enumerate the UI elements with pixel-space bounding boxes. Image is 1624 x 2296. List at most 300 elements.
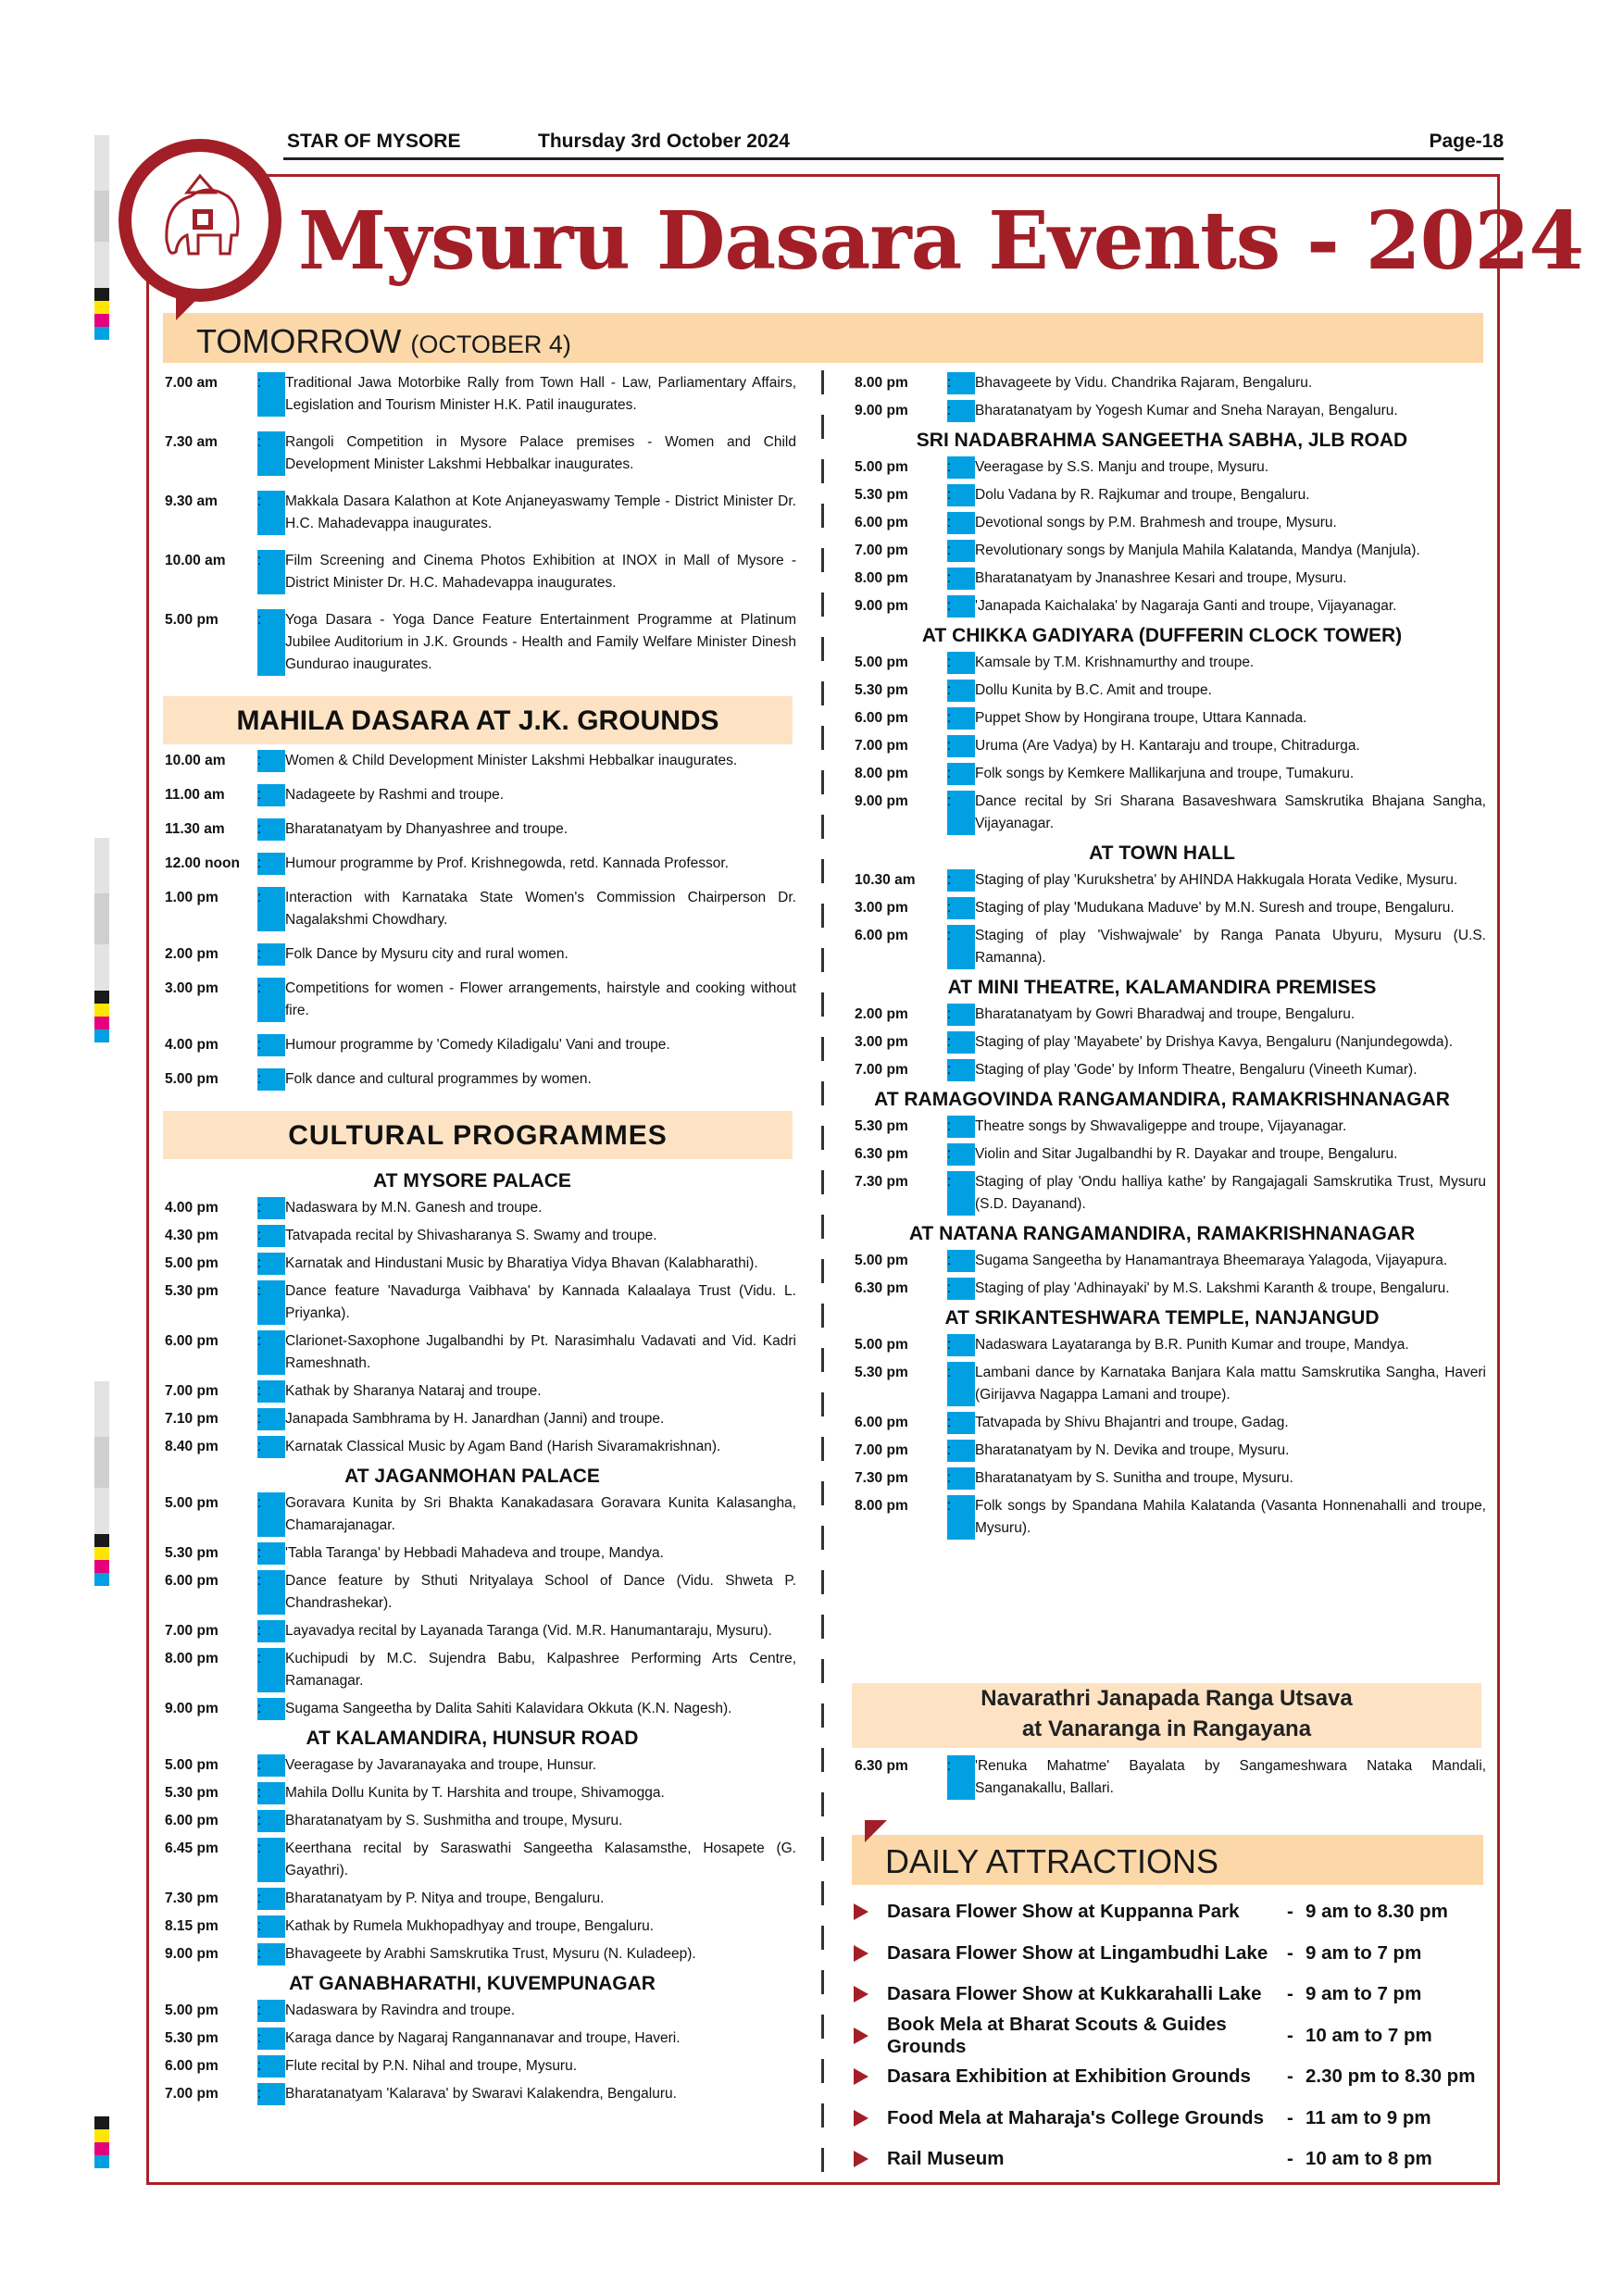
event-time: 9.30 am [165,493,218,509]
event-time: 11.30 am [165,821,225,837]
page-title: Mysuru Dasara Events - 2024 [298,194,1584,288]
colon-separator: : [257,1915,285,1938]
attraction-row [852,2015,1491,2057]
venue-heading: AT KALAMANDIRA, HUNSUR ROAD [306,1728,639,1749]
colon-separator: : [257,550,285,594]
event-time: 5.30 pm [165,1283,219,1299]
dash-separator: - [1287,1941,1293,1964]
tomorrow-date: (OCTOBER 4) [410,331,571,358]
event-row [148,1408,796,1430]
event-row [838,1278,1486,1300]
corner-flag-icon [865,1820,887,1842]
colon-separator: : [947,512,975,534]
venue-heading: AT NATANA RANGAMANDIRA, RAMAKRISHNANAGAR [908,1223,1416,1244]
colon-separator: : [257,1838,285,1882]
attraction-name: Book Mela at Bharat Scouts & Guides Grounds [887,2013,1227,2057]
event-description: Traditional Jawa Motorbike Rally from Town Hall - Law, Parliamentary Affairs, Legislation and Tourism Minister H.K. Patil inaugurates. [285,375,796,413]
attraction-time: 9 am to 7 pm [1305,1983,1422,2005]
colon-separator: : [947,791,975,835]
event-description: Nadaswara by M.N. Ganesh and troupe. [285,1200,543,1216]
colon-separator: : [947,1031,975,1054]
event-time: 4.00 pm [165,1200,219,1216]
event-description: Humour programme by 'Comedy Kiladigalu' Vani and troupe. [285,1037,670,1053]
color-strip [94,135,109,340]
paper-name: STAR OF MYSORE [287,131,461,152]
event-time: 4.00 pm [165,1037,219,1053]
colon-separator: : [947,1495,975,1540]
event-row [838,1171,1486,1216]
colon-separator: : [257,1648,285,1692]
colon-separator: : [257,853,285,875]
event-description: Janapada Sambhrama by H. Janardhan (Janni) and troupe. [285,1411,665,1427]
event-time: 7.00 pm [855,1442,908,1458]
colon-separator: : [257,750,285,772]
event-row [148,372,796,417]
venue-heading: AT SRIKANTESHWARA TEMPLE, NANJANGUD [944,1307,1380,1329]
event-time: 7.00 pm [165,2086,219,2102]
venue-heading: AT CHIKKA GADIYARA (DUFFERIN CLOCK TOWER) [921,625,1403,646]
colon-separator: : [257,491,285,535]
event-description: Dollu Kunita by B.C. Amit and troupe. [975,682,1212,698]
arrow-bullet-icon [854,1945,868,1962]
event-description: Dance feature 'Navadurga Vaibhava' by Kannada Kalaalaya Trust (Vidu. L. Priyanka). [285,1283,796,1321]
corner-flag-icon [176,298,198,320]
event-time: 5.00 pm [855,1337,908,1353]
arrow-bullet-icon [854,2110,868,2127]
navarathri-header [852,1683,1481,1748]
event-description: Dance recital by Sri Sharana Basaveshwara Samskrutika Bhajana Sangha, Vijayanagar. [975,793,1486,831]
event-description: Staging of play 'Adhinayaki' by M.S. Lakshmi Karanth & troupe, Bengaluru. [975,1280,1450,1296]
event-time: 8.00 pm [165,1651,219,1666]
event-row [148,1782,796,1804]
masthead [283,130,1504,160]
event-description: Bharatanatyam by Jnanashree Kesari and troupe, Mysuru. [975,570,1347,586]
event-time: 6.00 pm [855,515,908,530]
event-time: 5.00 pm [165,1495,219,1511]
event-row [838,925,1486,969]
attraction-name: Dasara Flower Show at Lingambudhi Lake [887,1941,1268,1964]
attraction-time: 9 am to 8.30 pm [1305,1901,1448,1923]
event-description: Karaga dance by Nagaraj Rangannanavar and troupe, Haveri. [285,2030,681,2046]
event-time: 7.30 pm [855,1174,908,1190]
colon-separator: : [257,2083,285,2105]
event-description: Bharatanatyam by P. Nitya and troupe, Bengaluru. [285,1890,605,1906]
event-description: Veeragase by S.S. Manju and troupe, Mysuru. [975,459,1269,475]
colon-separator: : [257,1492,285,1537]
venue-heading: AT GANABHARATHI, KUVEMPUNAGAR [289,1973,656,1994]
event-description: Violin and Sitar Jugalbandhi by R. Dayakar and troupe, Bengaluru. [975,1146,1398,1162]
event-row [148,818,796,841]
dasara-elephant-logo-icon [119,139,281,302]
colon-separator: : [257,1782,285,1804]
colon-separator: : [947,595,975,618]
event-time: 7.30 am [165,434,218,450]
mahila-list [148,750,796,1103]
event-row [838,595,1486,618]
event-row [838,456,1486,479]
cultural-right-list [838,372,1486,1545]
event-description: Lambani dance by Karnataka Banjara Kala mattu Samskrutika Sangha, Haveri (Girijavva Nagappa Lamani and troupe). [975,1365,1486,1403]
event-time: 5.30 pm [855,1118,908,1134]
colon-separator: : [947,1171,975,1216]
event-row [148,550,796,594]
event-time: 11.00 am [165,787,225,803]
color-strip [94,2116,109,2168]
event-row [838,680,1486,702]
attraction-time: 10 am to 8 pm [1305,2148,1432,2170]
event-description: Revolutionary songs by Manjula Mahila Kalatanda, Mandya (Manjula). [975,543,1420,558]
event-time: 10.00 am [165,753,226,768]
colon-separator: : [257,1068,285,1091]
colon-separator: : [947,456,975,479]
colon-separator: : [947,1116,975,1138]
colon-separator: : [947,763,975,785]
event-row [148,1754,796,1777]
colon-separator: : [947,925,975,969]
venue-heading: AT RAMAGOVINDA RANGAMANDIRA, RAMAKRISHNANAGAR [874,1089,1450,1110]
event-row [838,791,1486,835]
navarathri-title: Navarathri Janapada Ranga Utsava [981,1686,1353,1711]
attraction-time: 11 am to 9 pm [1305,2106,1431,2128]
event-description: Yoga Dasara - Yoga Dance Feature Entertainment Programme at Platinum Jubilee Auditorium in J.K. Grounds - Health and Family Welfare Minister Dinesh Gundurao inaugurates. [285,612,796,672]
event-row [838,1143,1486,1166]
event-description: Dance feature by Sthuti Nrityalaya School of Dance (Vidu. Shweta P. Chandrashekar). [285,1573,796,1611]
event-row [838,1440,1486,1462]
event-description: Karnatak Classical Music by Agam Band (Harish Sivaramakrishnan). [285,1439,721,1454]
colon-separator: : [947,400,975,422]
event-description: Nadaswara Layataranga by B.R. Punith Kumar and troupe, Mandya. [975,1337,1409,1353]
event-time: 5.30 pm [855,682,908,698]
mahila-title: MAHILA DASARA AT J.K. GROUNDS [236,705,719,736]
event-time: 4.30 pm [165,1228,219,1243]
event-time: 6.00 pm [165,2058,219,2074]
event-time: 3.00 pm [855,1034,908,1050]
event-description: Interaction with Karnataka State Women's Commission Chairperson Dr. Nagalakshmi Chowdhary. [285,890,796,928]
colon-separator: : [947,1059,975,1081]
event-time: 7.00 pm [165,1623,219,1639]
attraction-time: 2.30 pm to 8.30 pm [1305,2065,1476,2088]
event-description: Veeragase by Javaranayaka and troupe, Hunsur. [285,1757,597,1773]
colon-separator: : [947,1467,975,1490]
event-time: 3.00 pm [855,900,908,916]
event-time: 5.00 pm [855,459,908,475]
mahila-header [163,696,793,744]
event-description: Bharatanatyam 'Kalarava' by Swaravi Kalakendra, Bengaluru. [285,2086,677,2102]
colon-separator: : [257,784,285,806]
color-strip [94,838,109,1042]
event-time: 6.30 pm [855,1146,908,1162]
event-description: Bhavageete by Arabhi Samskrutika Trust, Mysuru (N. Kuladeep). [285,1946,696,1962]
event-time: 6.00 pm [855,928,908,943]
event-row [838,1250,1486,1272]
event-time: 6.45 pm [165,1841,219,1856]
navarathri-subtitle: at Vanaranga in Rangayana [1021,1716,1312,1741]
event-row [148,1570,796,1615]
event-time: 7.00 pm [855,543,908,558]
colon-separator: : [257,1570,285,1615]
event-description: Nadaswara by Ravindra and troupe. [285,2003,516,2018]
event-time: 7.30 pm [855,1470,908,1486]
event-time: 6.00 pm [855,1415,908,1430]
attraction-name: Dasara Exhibition at Exhibition Grounds [887,2065,1251,2088]
event-row [148,1915,796,1938]
colon-separator: : [947,1143,975,1166]
issue-date: Thursday 3rd October 2024 [538,131,790,152]
daily-header [852,1835,1483,1885]
event-time: 5.30 pm [165,2030,219,2046]
event-description: Devotional songs by P.M. Brahmesh and troupe, Mysuru. [975,515,1337,530]
event-row [838,1059,1486,1081]
colon-separator: : [947,680,975,702]
dash-separator: - [1287,1901,1293,1923]
event-time: 7.00 pm [855,738,908,754]
event-time: 12.00 noon [165,855,240,871]
colon-separator: : [257,978,285,1022]
event-description: Bharatanatyam by S. Sunitha and troupe, Mysuru. [975,1470,1293,1486]
colon-separator: : [947,1440,975,1462]
attraction-name: Food Mela at Maharaja's College Grounds [887,2106,1264,2128]
colon-separator: : [947,735,975,757]
event-description: Flute recital by P.N. Nihal and troupe, Mysuru. [285,2058,578,2074]
event-row [148,491,796,535]
event-description: Sugama Sangeetha by Hanamantraya Bheemaraya Yalagoda, Vijayapura. [975,1253,1448,1268]
event-time: 7.00 am [165,375,218,391]
dash-separator: - [1287,2106,1293,2128]
attraction-row [852,1933,1491,1975]
event-description: Staging of play 'Mayabete' by Drishya Kavya, Bengaluru (Nanjundegowda). [975,1034,1453,1050]
event-description: Staging of play 'Gode' by Inform Theatre, Bengaluru (Vineeth Kumar). [975,1062,1418,1078]
colon-separator: : [947,1004,975,1026]
event-description: Staging of play 'Mudukana Maduve' by M.N. Suresh and troupe, Bengaluru. [975,900,1455,916]
colon-separator: : [947,1250,975,1272]
event-row [148,609,796,676]
event-time: 5.00 pm [165,1757,219,1773]
event-row [148,2000,796,2022]
event-description: Kathak by Sharanya Nataraj and troupe. [285,1383,542,1399]
cultural-left-list [148,1163,796,2111]
event-description: Goravara Kunita by Sri Bhakta Kanakadasara Goravara Kunita Kalasangha, Chamarajanagar. [285,1495,796,1533]
tomorrow-list [148,372,796,691]
event-description: Karnatak and Hindustani Music by Bharatiya Vidya Bhavan (Kalabharathi). [285,1255,758,1271]
colon-separator: : [257,943,285,966]
event-time: 5.00 pm [855,1253,908,1268]
event-row [148,978,796,1022]
event-time: 5.00 pm [165,1071,219,1087]
colon-separator: : [257,1620,285,1642]
tomorrow-title: TOMORROW [196,322,402,360]
event-description: Makkala Dasara Kalathon at Kote Anjaneyaswamy Temple - District Minister Dr. H.C. Mahadevappa inaugurates. [285,493,796,531]
navarathri-list [838,1755,1486,1805]
arrow-bullet-icon [854,2151,868,2167]
attraction-time: 10 am to 7 pm [1305,2024,1432,2046]
event-time: 7.10 pm [165,1411,219,1427]
dash-separator: - [1287,2148,1293,2170]
event-description: Uruma (Are Vadya) by H. Kantaraju and troupe, Chitradurga. [975,738,1360,754]
event-description: Bhavageete by Vidu. Chandrika Rajaram, Bengaluru. [975,375,1313,391]
event-description: Folk dance and cultural programmes by women. [285,1071,592,1087]
colon-separator: : [947,707,975,730]
colon-separator: : [947,568,975,590]
event-time: 5.00 pm [165,2003,219,2018]
event-row [838,763,1486,785]
event-time: 2.00 pm [165,946,219,962]
event-row [148,1253,796,1275]
event-row [148,1436,796,1458]
event-row [838,512,1486,534]
colon-separator: : [257,1436,285,1458]
event-description: Rangoli Competition in Mysore Palace premises - Women and Child Development Minister Lakshmi Hebbalkar inaugurates. [285,434,796,472]
event-row [148,784,796,806]
colon-separator: : [947,1412,975,1434]
event-row [838,1495,1486,1540]
event-time: 10.00 am [165,553,226,568]
event-row [148,943,796,966]
event-time: 5.00 pm [855,655,908,670]
event-time: 9.00 pm [855,793,908,809]
colon-separator: : [257,1253,285,1275]
colon-separator: : [257,1330,285,1375]
dash-separator: - [1287,2024,1293,2046]
attraction-row [852,2139,1491,2180]
colon-separator: : [257,1943,285,1965]
event-time: 6.30 pm [855,1280,908,1296]
event-row [838,869,1486,892]
event-time: 10.30 am [855,872,916,888]
colon-separator: : [947,1362,975,1406]
event-row [148,1034,796,1056]
colon-separator: : [947,372,975,394]
event-description: Bharatanatyam by S. Sushmitha and troupe, Mysuru. [285,1813,623,1828]
event-row [838,568,1486,590]
event-row [148,1330,796,1375]
event-time: 2.00 pm [855,1006,908,1022]
event-row [148,1838,796,1882]
colon-separator: : [257,372,285,417]
event-description: Women & Child Development Minister Lakshmi Hebbalkar inaugurates. [285,753,738,768]
event-row [148,2028,796,2050]
event-time: 8.00 pm [855,570,908,586]
event-time: 5.00 pm [165,1255,219,1271]
event-time: 5.30 pm [165,1785,219,1801]
event-description: Bharatanatyam by Yogesh Kumar and Sneha Narayan, Bengaluru. [975,403,1398,418]
event-description: Staging of play 'Vishwajwale' by Ranga Panata Ubyuru, Mysuru (U.S. Ramanna). [975,928,1486,966]
event-description: Staging of play 'Kurukshetra' by AHINDA Hakkugala Horata Vedike, Mysuru. [975,872,1458,888]
event-description: Tatvapada recital by Shivasharanya S. Swamy and troupe. [285,1228,657,1243]
attraction-time: 9 am to 7 pm [1305,1941,1422,1964]
event-row [838,1755,1486,1800]
venue-heading: AT MINI THEATRE, KALAMANDIRA PREMISES [947,977,1377,998]
event-description: Layavadya recital by Layanada Taranga (Vid. M.R. Hanumantaraju, Mysuru). [285,1623,772,1639]
colon-separator: : [257,1754,285,1777]
colon-separator: : [257,2055,285,2078]
colon-separator: : [257,2000,285,2022]
dash-separator: - [1287,2065,1293,2088]
colon-separator: : [947,869,975,892]
page-number: Page-18 [1429,131,1504,152]
colon-separator: : [257,1380,285,1403]
event-row [148,1810,796,1832]
colon-separator: : [257,2028,285,2050]
colon-separator: : [947,1755,975,1800]
event-time: 1.00 pm [165,890,219,905]
attraction-name: Dasara Flower Show at Kuppanna Park [887,1901,1240,1923]
event-time: 9.00 pm [165,1701,219,1716]
event-row [148,2055,796,2078]
event-time: 9.00 pm [855,403,908,418]
event-row [838,400,1486,422]
event-description: Puppet Show by Hongirana troupe, Uttara Kannada. [975,710,1307,726]
dash-separator: - [1287,1983,1293,2005]
event-description: Dolu Vadana by R. Rajkumar and troupe, Bengaluru. [975,487,1310,503]
attraction-name: Rail Museum [887,2148,1005,2170]
attraction-row [852,1891,1491,1933]
event-description: 'Tabla Taranga' by Hebbadi Mahadeva and troupe, Mandya. [285,1545,664,1561]
colon-separator: : [257,1225,285,1247]
event-time: 9.00 pm [165,1946,219,1962]
colon-separator: : [257,1034,285,1056]
event-description: 'Janapada Kaichalaka' by Nagaraja Ganti and troupe, Vijayanagar. [975,598,1397,614]
event-row [838,1116,1486,1138]
cultural-title: CULTURAL PROGRAMMES [288,1120,668,1151]
colon-separator: : [257,1542,285,1565]
event-description: Bharatanatyam by Dhanyashree and troupe. [285,821,568,837]
arrow-bullet-icon [854,1903,868,1920]
colon-separator: : [257,818,285,841]
colon-separator: : [947,484,975,506]
colon-separator: : [947,1334,975,1356]
event-row [838,484,1486,506]
event-time: 6.00 pm [165,1573,219,1589]
colon-separator: : [947,540,975,562]
event-row [838,1031,1486,1054]
event-row [148,1492,796,1537]
event-row [148,1068,796,1091]
event-row [838,707,1486,730]
event-row [838,897,1486,919]
attraction-row [852,2098,1491,2140]
event-row [838,1412,1486,1434]
event-row [148,1225,796,1247]
event-row [838,735,1486,757]
event-row [838,372,1486,394]
event-description: Competitions for women - Flower arrangements, hairstyle and cooking without fire. [285,980,796,1018]
event-row [838,540,1486,562]
attraction-row [852,1974,1491,2015]
event-time: 8.00 pm [855,1498,908,1514]
event-row [148,1698,796,1720]
tomorrow-header [163,313,1483,363]
event-description: Staging of play 'Ondu halliya kathe' by Rangajagali Samskrutika Trust, Mysuru (S.D. Dayanand). [975,1174,1486,1212]
event-description: Humour programme by Prof. Krishnegowda, retd. Kannada Professor. [285,855,730,871]
event-time: 6.00 pm [165,1813,219,1828]
color-strip [94,1381,109,1586]
event-time: 8.00 pm [855,766,908,781]
event-time: 5.30 pm [855,1365,908,1380]
venue-heading: AT JAGANMOHAN PALACE [344,1466,600,1487]
colon-separator: : [947,897,975,919]
colon-separator: : [257,1888,285,1910]
colon-separator: : [257,1698,285,1720]
event-description: Kathak by Rumela Mukhopadhyay and troupe, Bengaluru. [285,1918,655,1934]
colon-separator: : [947,652,975,674]
event-row [148,1620,796,1642]
event-row [148,1380,796,1403]
event-time: 7.00 pm [165,1383,219,1399]
colon-separator: : [257,1197,285,1219]
event-time: 8.40 pm [165,1439,219,1454]
colon-separator: : [257,1280,285,1325]
event-row [148,1888,796,1910]
